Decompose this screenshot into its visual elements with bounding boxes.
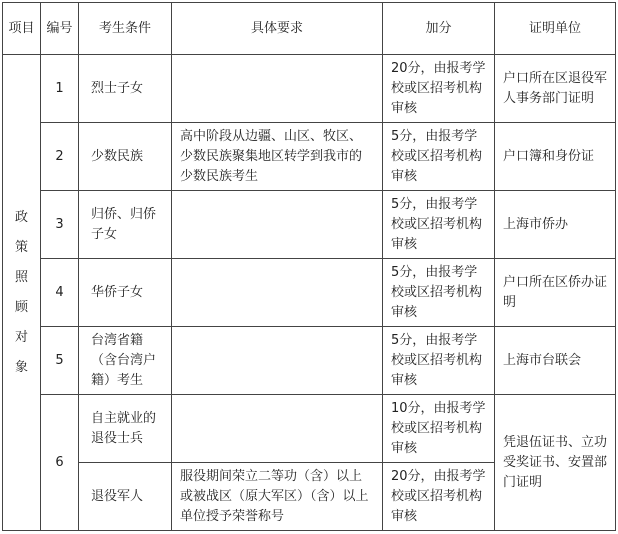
- row-cert: 户口所在区侨办证明: [495, 259, 616, 327]
- table-row: [3, 55, 616, 123]
- row-cert: 上海市侨办: [495, 191, 616, 259]
- row-cert: 户口所在区退役军人事务部门证明: [495, 55, 616, 123]
- row-bonus: 5分，由报考学校或区招考机构审核: [383, 259, 495, 327]
- header-row: [3, 3, 616, 55]
- header-item: 项目: [3, 3, 41, 55]
- row-condition: 华侨子女: [79, 259, 172, 327]
- row-num: 6: [41, 395, 79, 531]
- row-bonus: 10分，由报考学校或区招考机构审核: [383, 395, 495, 463]
- row-requirement: [172, 191, 383, 259]
- row-num: 1: [41, 55, 79, 123]
- row-condition: 少数民族: [79, 123, 172, 191]
- row-num: 3: [41, 191, 79, 259]
- row-bonus: 20分，由报考学校或区招考机构审核: [383, 55, 495, 123]
- category-cell: [3, 55, 41, 531]
- row-num: 5: [41, 327, 79, 395]
- header-cert: 证明单位: [495, 3, 616, 55]
- row-requirement: [172, 395, 383, 463]
- table-row: [3, 327, 616, 395]
- table-row: [3, 191, 616, 259]
- row-condition: 烈士子女: [79, 55, 172, 123]
- row-requirement: 服役期间荣立二等功（含）以上或被战区（原大军区）（含）以上单位授予荣誉称号: [172, 463, 383, 531]
- table-row: [3, 259, 616, 327]
- policy-table: [2, 2, 616, 531]
- row-cert: 上海市台联会: [495, 327, 616, 395]
- header-num: 编号: [41, 3, 79, 55]
- row-condition: 归侨、归侨子女: [79, 191, 172, 259]
- row-condition: 自主就业的退役士兵: [79, 395, 172, 463]
- row-cert: 凭退伍证书、立功受奖证书、安置部门证明: [495, 395, 616, 531]
- row-condition: 退役军人: [79, 463, 172, 531]
- header-requirement: 具体要求: [172, 3, 383, 55]
- table-row: [3, 123, 616, 191]
- row-requirement: [172, 327, 383, 395]
- row-cert: 户口簿和身份证: [495, 123, 616, 191]
- row-num: 4: [41, 259, 79, 327]
- category-label: 政 策 照 顾 对 象: [14, 209, 28, 375]
- row-condition: 台湾省籍（含台湾户籍）考生: [79, 327, 172, 395]
- header-bonus: 加分: [383, 3, 495, 55]
- row-requirement: [172, 259, 383, 327]
- row-bonus: 5分，由报考学校或区招考机构审核: [383, 327, 495, 395]
- header-condition: 考生条件: [79, 3, 172, 55]
- row-bonus: 20分，由报考学校或区招考机构审核: [383, 463, 495, 531]
- row-requirement: 高中阶段从边疆、山区、牧区、少数民族聚集地区转学到我市的少数民族考生: [172, 123, 383, 191]
- row-bonus: 5分，由报考学校或区招考机构审核: [383, 123, 495, 191]
- row-bonus: 5分，由报考学校或区招考机构审核: [383, 191, 495, 259]
- row-requirement: [172, 55, 383, 123]
- row-num: 2: [41, 123, 79, 191]
- table-row: [3, 395, 616, 463]
